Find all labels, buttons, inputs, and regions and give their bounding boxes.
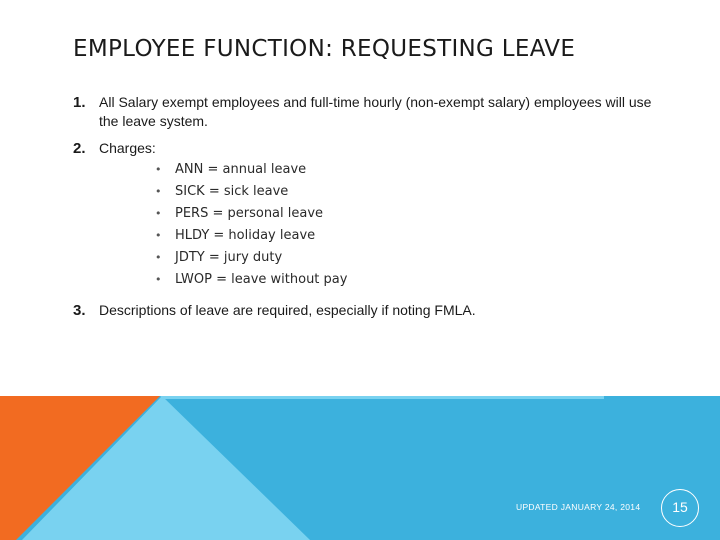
- footer-graphic: [0, 396, 720, 540]
- point-text: Descriptions of leave are required, especially if noting FMLA.: [99, 302, 476, 318]
- charge-text: SICK = sick leave: [175, 184, 289, 199]
- bullet-icon: •: [155, 229, 162, 242]
- point-1: [73, 93, 659, 131]
- list-item: [155, 247, 347, 269]
- point-number: 3.: [73, 302, 86, 319]
- point-3: [73, 301, 659, 320]
- charge-text: JDTY = jury duty: [175, 250, 283, 265]
- list-item: [155, 181, 347, 203]
- updated-date: UPDATED JANUARY 24, 2014: [516, 502, 641, 512]
- list-item: [155, 225, 347, 247]
- bullet-icon: •: [155, 251, 162, 264]
- slide-title: EMPLOYEE FUNCTION: REQUESTING LEAVE: [73, 36, 576, 62]
- charge-text: ANN = annual leave: [175, 162, 307, 177]
- bullet-icon: •: [155, 207, 162, 220]
- list-item: [155, 203, 347, 225]
- page-number-badge: 15: [661, 489, 699, 527]
- charge-text: LWOP = leave without pay: [175, 272, 348, 287]
- list-item: [155, 269, 347, 291]
- bullet-icon: •: [155, 273, 162, 286]
- charge-text: PERS = personal leave: [175, 206, 324, 221]
- point-2: [73, 139, 659, 158]
- bullet-icon: •: [155, 163, 162, 176]
- footer-light-stripe: [160, 396, 604, 399]
- charges-list: [155, 159, 347, 291]
- bullet-icon: •: [155, 185, 162, 198]
- point-number: 1.: [73, 94, 86, 111]
- charge-text: HLDY = holiday leave: [175, 228, 316, 243]
- point-number: 2.: [73, 140, 86, 157]
- point-text: All Salary exempt employees and full-time hourly (non-exempt salary) employees will use the leave system.: [99, 94, 652, 129]
- list-item: [155, 159, 347, 181]
- point-text: Charges:: [99, 140, 156, 156]
